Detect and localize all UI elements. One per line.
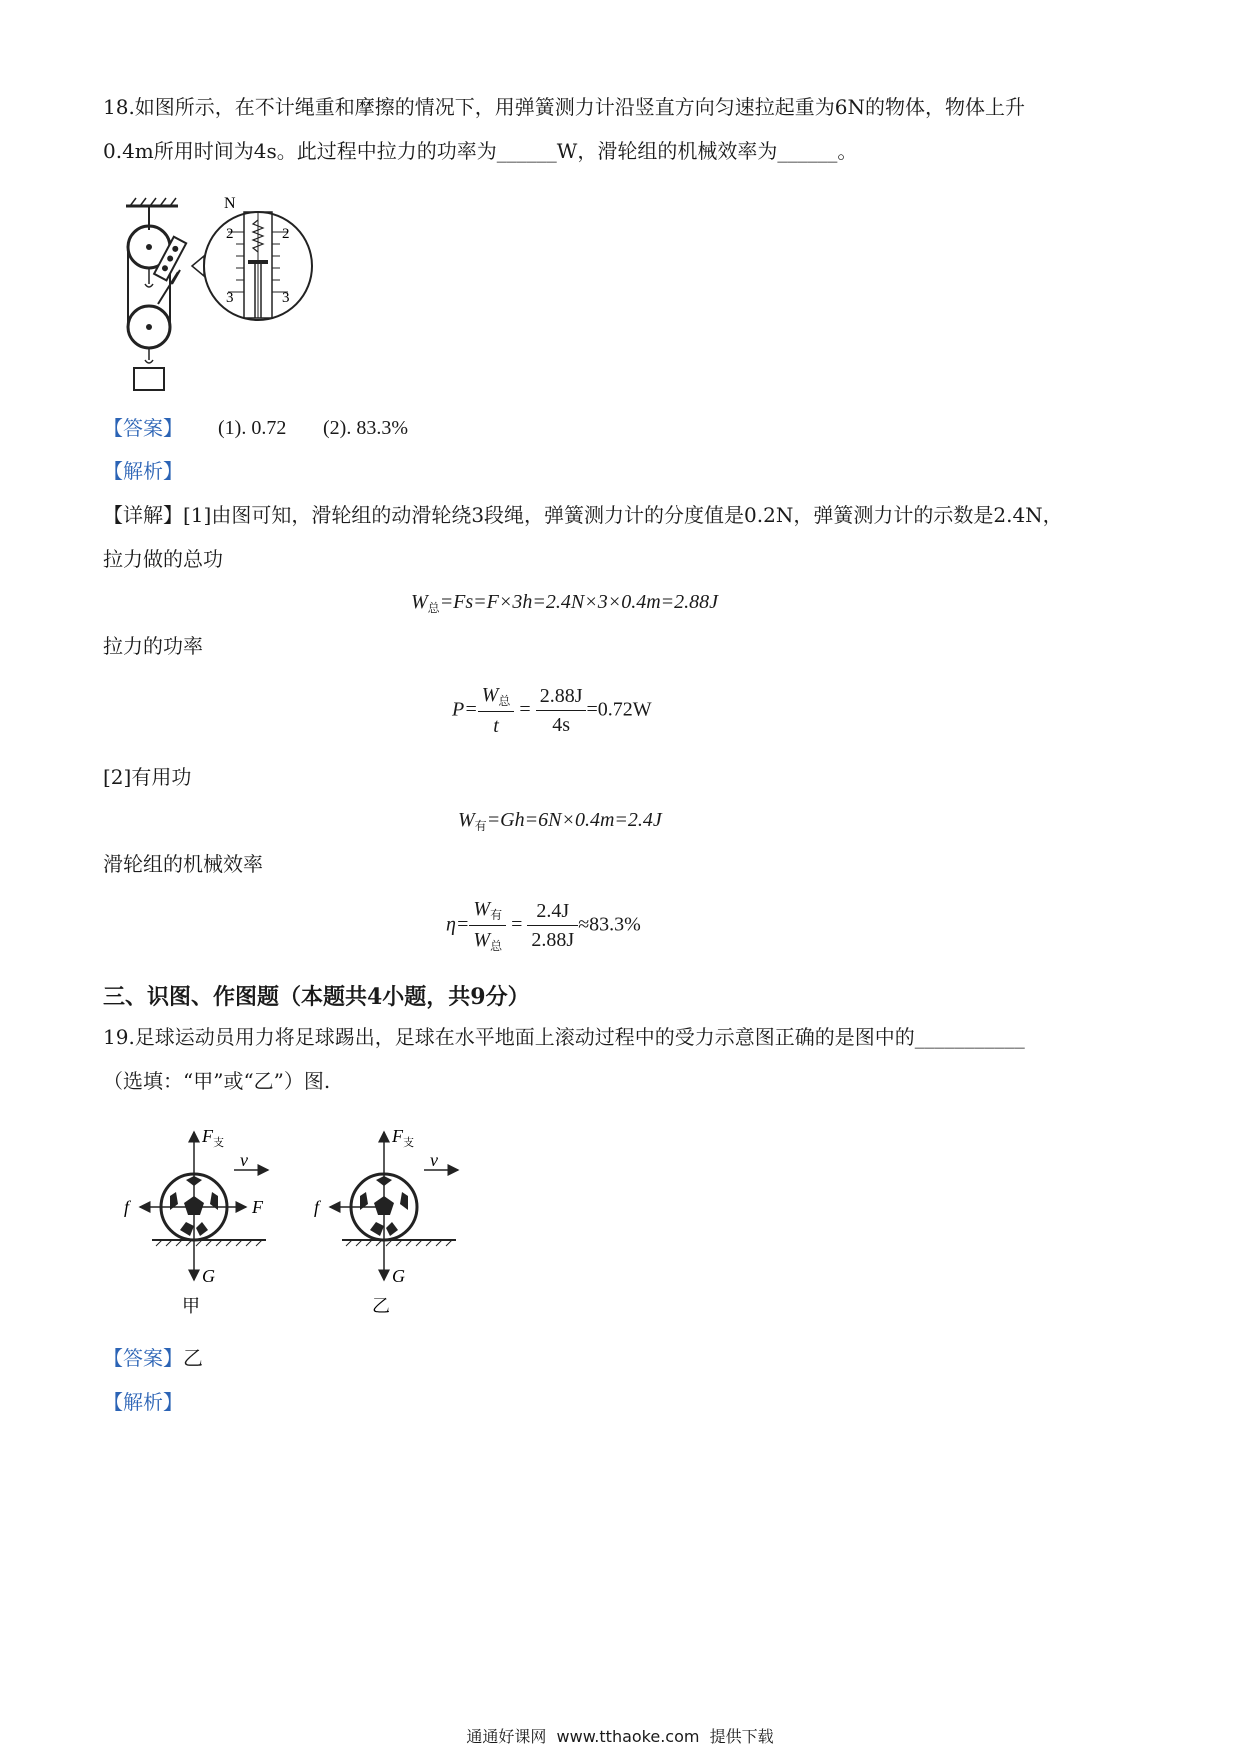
jia-force-label: F (252, 1197, 263, 1217)
eq4-num1: W (473, 898, 491, 920)
unit-label: N (224, 195, 236, 212)
eq2-frac2 (536, 685, 587, 737)
eq1-sub: 总 (427, 601, 440, 615)
section-heading: 三、识图、作图题（本题共4小题，共9分） (103, 984, 530, 1010)
q19-analysis-label: 【解析】 (103, 1390, 183, 1414)
scale-label-3-left: 3 (226, 290, 234, 306)
detail-label: 【详解】 (103, 503, 183, 527)
jia-caption: 甲 (182, 1296, 200, 1316)
detail-text1: [1]由图可知，滑轮组的动滑轮绕3段绳，弹簧测力计的分度值是0.2N，弹簧测力计的示数是2.4N， (183, 503, 1063, 527)
jia-friction-label: f (124, 1197, 130, 1217)
yi-gravity-label: G (392, 1266, 405, 1286)
jia-support-sub: 支 (213, 1137, 224, 1149)
eq4-frac2 (527, 900, 578, 952)
q18-answer2: (2). 83.3% (323, 417, 408, 439)
eq4-result: ≈83.3% (578, 913, 641, 936)
yi-support-label: F (392, 1126, 403, 1146)
force-diagram-yi (308, 1118, 468, 1318)
eq2-num1: W (481, 684, 499, 706)
scale-label-3-right: 3 (282, 290, 290, 306)
yi-velocity-label: v (430, 1150, 438, 1170)
eq4-den2: 2.88J (531, 929, 575, 951)
power-label: 拉力的功率 (103, 634, 203, 658)
q18-detail-line2: 拉力做的总功 (103, 547, 223, 571)
footer-text: 通通好课网 www.tthaoke.com 提供下载 (466, 1727, 774, 1746)
eq2-num2: 2.88J (536, 685, 587, 711)
q19-line1: 19.足球运动员用力将足球踢出，足球在水平地面上滚动过程中的受力示意图正确的是图中的___________ (103, 1025, 1025, 1049)
eq2-result: =0.72W (586, 698, 652, 721)
eq2-num1-sub: 总 (498, 694, 511, 708)
eq1-w: W (411, 591, 428, 613)
jia-velocity-label: v (240, 1150, 248, 1170)
q18-line1: 18.如图所示，在不计绳重和摩擦的情况下，用弹簧测力计沿竖直方向匀速拉起重为6N的物体，物体上升 (103, 95, 1026, 119)
scale-label-2-right: 2 (282, 226, 290, 242)
eq2-eqsign: = (519, 698, 531, 721)
q18-answer1: (1). 0.72 (218, 417, 287, 439)
eq2-frac1 (478, 684, 515, 738)
jia-support-label: F (202, 1126, 213, 1146)
efficiency-label: 滑轮组的机械效率 (103, 852, 263, 876)
q18-answer-label: 【答案】 (103, 416, 183, 440)
q18-analysis-label: 【解析】 (103, 459, 183, 483)
force-diagram-jia (118, 1118, 278, 1318)
equation-useful-work (458, 807, 662, 839)
yi-caption: 乙 (372, 1296, 390, 1316)
eq4-eqsign: = (511, 913, 523, 936)
eq4-frac1 (469, 898, 506, 954)
eq3-w: W (458, 809, 475, 831)
eq3-rest: =Gh=6N×0.4m=2.4J (486, 809, 662, 831)
q19-answer-line (103, 1345, 203, 1371)
q19-answer: 乙 (183, 1346, 203, 1370)
eq3-sub: 有 (474, 819, 487, 833)
eq2-lhs: P= (452, 698, 478, 721)
useful-work-label: [2]有用功 (103, 765, 192, 789)
eq4-num2: 2.4J (527, 900, 578, 926)
eq1-rest: =Fs=F×3h=2.4N×3×0.4m=2.88J (439, 591, 719, 613)
eq2-den2: 4s (552, 714, 570, 736)
q18-detail-line1 (103, 502, 1063, 528)
eq4-den1: W (473, 929, 491, 951)
equation-power (452, 684, 652, 738)
yi-support-sub: 支 (403, 1137, 414, 1149)
eq4-den1-sub: 总 (490, 939, 503, 953)
pulley-figure (118, 192, 318, 394)
yi-friction-label: f (314, 1197, 320, 1217)
q19-answer-label: 【答案】 (103, 1346, 183, 1370)
q18-line2: 0.4m所用时间为4s。此过程中拉力的功率为______W，滑轮组的机械效率为______。 (103, 139, 858, 163)
eq2-den1: t (493, 715, 499, 737)
eq4-num1-sub: 有 (490, 908, 503, 922)
eq4-lhs: η= (446, 913, 470, 936)
scale-label-2-left: 2 (226, 226, 234, 242)
q19-line2: （选填：“甲”或“乙”）图. (103, 1069, 331, 1093)
jia-gravity-label: G (202, 1266, 215, 1286)
equation-total-work (411, 589, 718, 621)
equation-efficiency (446, 898, 641, 954)
